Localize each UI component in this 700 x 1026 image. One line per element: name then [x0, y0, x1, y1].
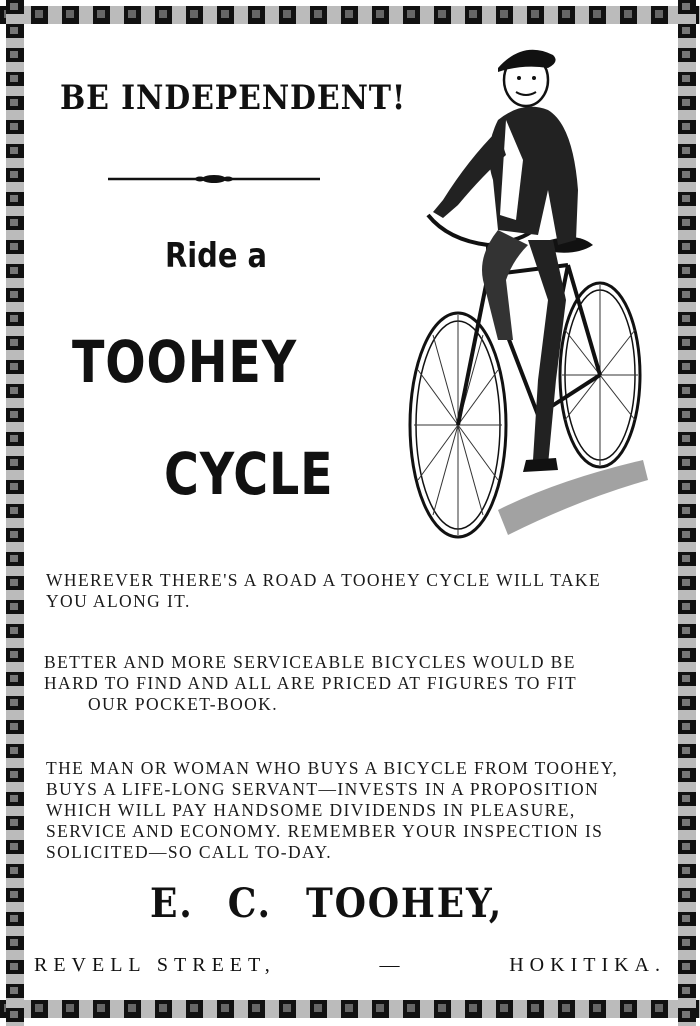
paragraph-line: BETTER AND MORE SERVICEABLE BICYCLES WOULD BE [44, 652, 576, 672]
decorative-border-top [0, 4, 700, 26]
decorative-border-left [4, 0, 26, 1026]
paragraph-investment [46, 758, 672, 863]
paragraph-line: YOU ALONG IT. [46, 591, 191, 611]
paragraph-line: SERVICE AND ECONOMY. REMEMBER YOUR INSPECTION IS [46, 821, 604, 841]
decorative-border-right [676, 0, 698, 1026]
address-line [34, 954, 666, 977]
ride-a-text: Ride a [165, 236, 268, 276]
headline: BE INDEPENDENT! [60, 78, 406, 118]
paragraph-serviceable [44, 652, 674, 715]
town-name: HOKITIKA. [509, 954, 666, 976]
paragraph-line: OUR POCKET-BOOK. [88, 694, 278, 714]
decorative-border-bottom [0, 998, 700, 1020]
brand-name-toohey: TOOHEY [72, 328, 297, 396]
street-name: REVELL STREET, [34, 954, 276, 976]
paragraph-road [46, 570, 676, 612]
paragraph-line: WHEREVER THERE'S A ROAD A TOOHEY CYCLE WILL TAKE [46, 570, 602, 590]
paragraph-line: THE MAN OR WOMAN WHO BUYS A BICYCLE FROM TOOHEY, [46, 758, 619, 778]
man-riding-bicycle-illustration [388, 40, 658, 550]
paragraph-line: BUYS A LIFE-LONG SERVANT—INVESTS IN A PROPOSITION [46, 779, 600, 799]
paragraph-line: WHICH WILL PAY HANDSOME DIVIDENDS IN PLEASURE, [46, 800, 576, 820]
paragraph-line: SOLICITED—SO CALL TO-DAY. [46, 842, 333, 862]
paragraph-line: HARD TO FIND AND ALL ARE PRICED AT FIGURES TO FIT [44, 673, 578, 693]
ornamental-rule [108, 172, 320, 186]
proprietor-name: E. C. TOOHEY, [150, 880, 504, 927]
address-dash: — [379, 954, 406, 976]
brand-name-cycle: CYCLE [164, 440, 334, 508]
